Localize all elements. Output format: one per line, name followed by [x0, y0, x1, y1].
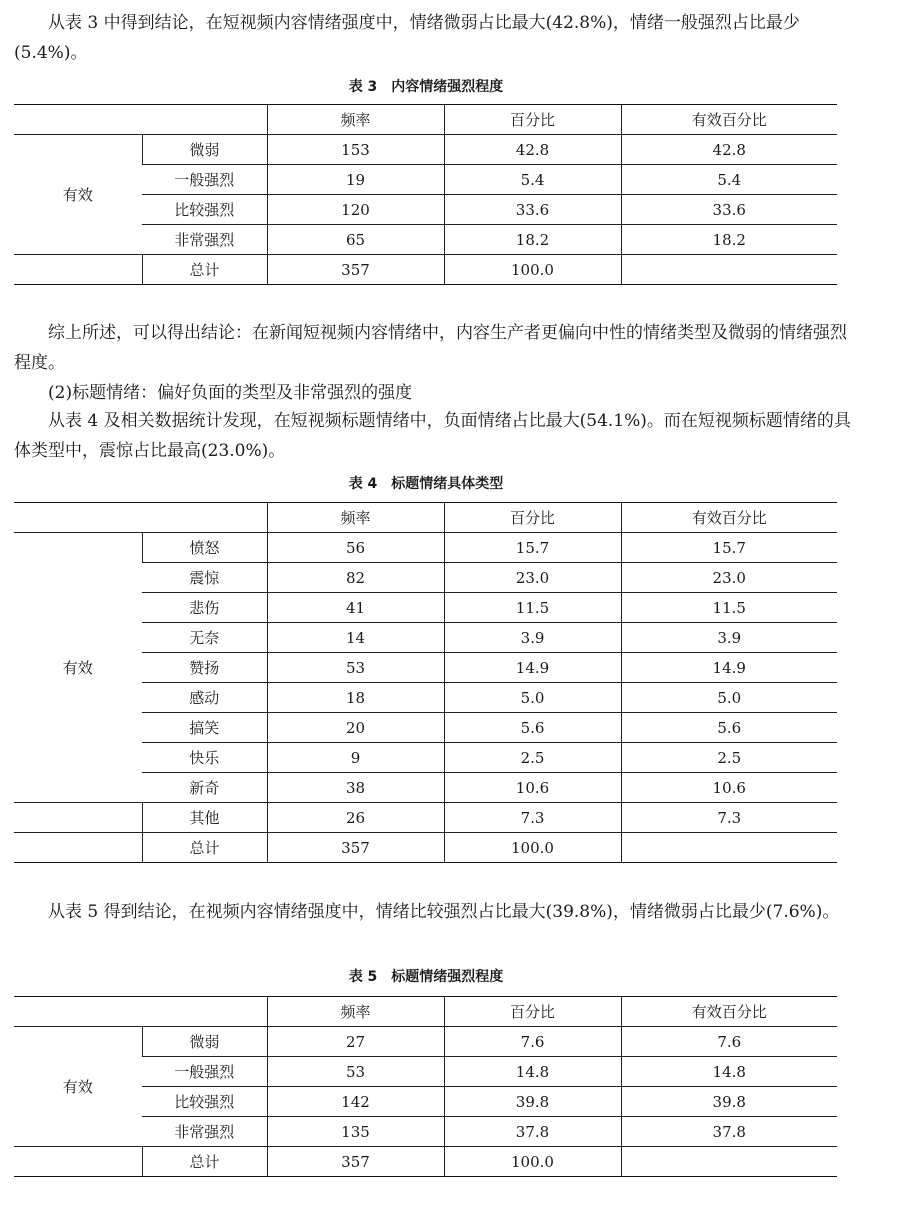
total-freq: 357	[267, 1147, 444, 1177]
total-label: 总计	[142, 833, 267, 863]
row-pct: 3.9	[444, 623, 621, 653]
row-freq: 18	[267, 683, 444, 713]
table4-header-row	[14, 503, 837, 533]
row-label: 赞扬	[142, 653, 267, 683]
total-pct: 100.0	[444, 833, 621, 863]
row-valid: 5.0	[621, 683, 837, 713]
table5-group-label: 有效	[14, 1027, 142, 1147]
total-valid-blank	[621, 833, 837, 863]
total-blank	[14, 833, 142, 863]
row-pct: 15.7	[444, 533, 621, 563]
row-pct: 7.3	[444, 803, 621, 833]
row-freq: 82	[267, 563, 444, 593]
row-freq: 120	[267, 195, 444, 225]
row-valid: 7.6	[621, 1027, 837, 1057]
row-freq: 53	[267, 653, 444, 683]
row-pct: 39.8	[444, 1087, 621, 1117]
row-pct: 5.6	[444, 713, 621, 743]
table5-total-row	[14, 1147, 837, 1177]
row-freq: 53	[267, 1057, 444, 1087]
table-row	[14, 803, 837, 833]
table3-header-pct: 百分比	[444, 105, 621, 135]
row-valid: 33.6	[621, 195, 837, 225]
table3-header-freq: 频率	[267, 105, 444, 135]
row-freq: 9	[267, 743, 444, 773]
row-valid: 23.0	[621, 563, 837, 593]
table-row	[14, 1027, 837, 1057]
row-pct: 23.0	[444, 563, 621, 593]
row-freq: 19	[267, 165, 444, 195]
row-freq: 142	[267, 1087, 444, 1117]
total-pct: 100.0	[444, 255, 621, 285]
table5-header-pct: 百分比	[444, 997, 621, 1027]
table3	[14, 104, 837, 285]
row-blank	[14, 803, 142, 833]
row-pct: 10.6	[444, 773, 621, 803]
row-freq: 14	[267, 623, 444, 653]
table4-header-pct: 百分比	[444, 503, 621, 533]
row-freq: 153	[267, 135, 444, 165]
row-valid: 5.6	[621, 713, 837, 743]
row-pct: 11.5	[444, 593, 621, 623]
row-label: 非常强烈	[142, 225, 267, 255]
paragraph-table5-conclusion: 从表 5 得到结论，在视频内容情绪强度中，情绪比较强烈占比最大(39.8%)，情绪微弱占比最少(7.6%)。	[48, 902, 840, 922]
table3-header-row	[14, 105, 837, 135]
table4-caption: 表 4 标题情绪具体类型	[348, 476, 504, 492]
row-freq: 41	[267, 593, 444, 623]
row-label: 比较强烈	[142, 195, 267, 225]
row-label: 无奈	[142, 623, 267, 653]
row-pct: 18.2	[444, 225, 621, 255]
row-valid: 3.9	[621, 623, 837, 653]
table4-header-valid: 有效百分比	[621, 503, 837, 533]
row-freq: 27	[267, 1027, 444, 1057]
table3-caption: 表 3 内容情绪强烈程度	[348, 79, 504, 95]
table3-group-label: 有效	[14, 135, 142, 255]
row-freq: 56	[267, 533, 444, 563]
total-valid-blank	[621, 255, 837, 285]
row-label: 微弱	[142, 135, 267, 165]
table3-header-valid: 有效百分比	[621, 105, 837, 135]
row-valid: 14.8	[621, 1057, 837, 1087]
table5-caption: 表 5 标题情绪强烈程度	[348, 969, 504, 985]
row-label: 一般强烈	[142, 1057, 267, 1087]
total-label: 总计	[142, 1147, 267, 1177]
row-pct: 14.8	[444, 1057, 621, 1087]
table-row	[14, 533, 837, 563]
table4-header-freq: 频率	[267, 503, 444, 533]
row-pct: 5.0	[444, 683, 621, 713]
row-pct: 7.6	[444, 1027, 621, 1057]
row-label: 震惊	[142, 563, 267, 593]
row-valid: 18.2	[621, 225, 837, 255]
row-valid: 7.3	[621, 803, 837, 833]
total-freq: 357	[267, 833, 444, 863]
row-label: 其他	[142, 803, 267, 833]
row-valid: 42.8	[621, 135, 837, 165]
row-valid: 11.5	[621, 593, 837, 623]
row-valid: 37.8	[621, 1117, 837, 1147]
section-heading-title-emotion: (2)标题情绪：偏好负面的类型及非常强烈的强度	[48, 383, 413, 403]
row-label: 比较强烈	[142, 1087, 267, 1117]
row-label: 一般强烈	[142, 165, 267, 195]
row-pct: 33.6	[444, 195, 621, 225]
row-valid: 2.5	[621, 743, 837, 773]
row-label: 新奇	[142, 773, 267, 803]
row-valid: 14.9	[621, 653, 837, 683]
table4-header-blank	[14, 503, 267, 533]
row-valid: 15.7	[621, 533, 837, 563]
table4	[14, 502, 837, 863]
row-freq: 135	[267, 1117, 444, 1147]
row-valid: 5.4	[621, 165, 837, 195]
row-label: 快乐	[142, 743, 267, 773]
row-freq: 65	[267, 225, 444, 255]
total-valid-blank	[621, 1147, 837, 1177]
row-label: 悲伤	[142, 593, 267, 623]
row-pct: 37.8	[444, 1117, 621, 1147]
table5-header-freq: 频率	[267, 997, 444, 1027]
total-label: 总计	[142, 255, 267, 285]
row-pct: 5.4	[444, 165, 621, 195]
row-pct: 2.5	[444, 743, 621, 773]
row-freq: 26	[267, 803, 444, 833]
table5	[14, 996, 837, 1177]
paragraph-summary: 综上所述，可以得出结论：在新闻短视频内容情绪中，内容生产者更偏向中性的情绪类型及微弱的情绪强烈程度。	[14, 323, 847, 373]
table5-header-blank	[14, 997, 267, 1027]
table-row	[14, 135, 837, 165]
row-pct: 14.9	[444, 653, 621, 683]
paragraph-table3-conclusion: 从表 3 中得到结论，在短视频内容情绪强度中，情绪微弱占比最大(42.8%)，情绪一般强烈占比最少(5.4%)。	[14, 13, 800, 63]
paragraph-table4-finding: 从表 4 及相关数据统计发现，在短视频标题情绪中，负面情绪占比最大(54.1%)。而在短视频标题情绪的具体类型中，震惊占比最高(23.0%)。	[14, 411, 851, 461]
row-label: 愤怒	[142, 533, 267, 563]
table5-header-valid: 有效百分比	[621, 997, 837, 1027]
row-freq: 38	[267, 773, 444, 803]
table4-total-row	[14, 833, 837, 863]
row-label: 微弱	[142, 1027, 267, 1057]
total-blank	[14, 255, 142, 285]
row-label: 感动	[142, 683, 267, 713]
row-valid: 39.8	[621, 1087, 837, 1117]
row-valid: 10.6	[621, 773, 837, 803]
total-freq: 357	[267, 255, 444, 285]
total-blank	[14, 1147, 142, 1177]
row-freq: 20	[267, 713, 444, 743]
row-label: 非常强烈	[142, 1117, 267, 1147]
table4-group-label: 有效	[62, 659, 93, 677]
table3-header-blank	[14, 105, 267, 135]
table3-total-row	[14, 255, 837, 285]
total-pct: 100.0	[444, 1147, 621, 1177]
row-pct: 42.8	[444, 135, 621, 165]
row-label: 搞笑	[142, 713, 267, 743]
table5-header-row	[14, 997, 837, 1027]
